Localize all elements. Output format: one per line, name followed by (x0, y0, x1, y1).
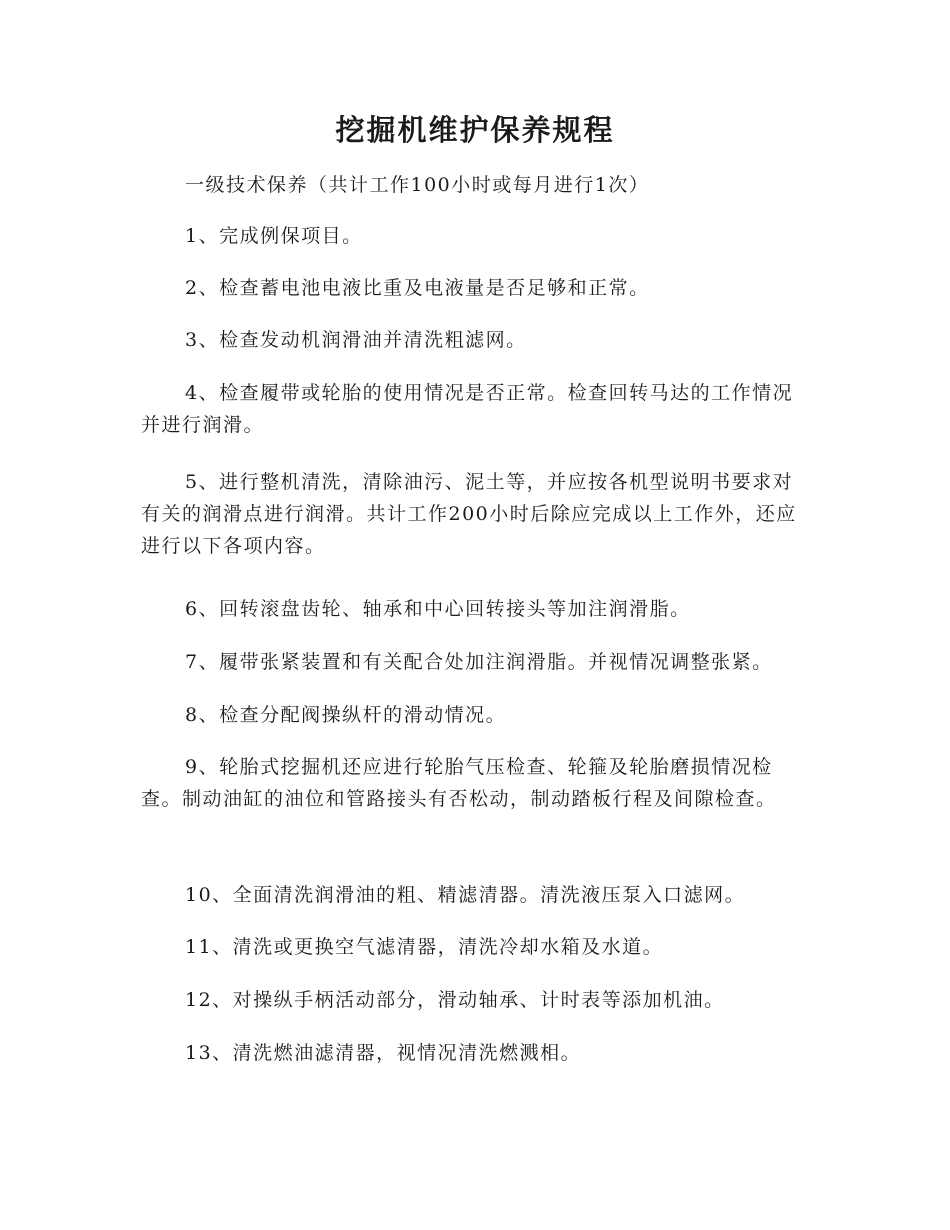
list-item: 5、进行整机清洗，清除油污、泥土等，并应按各机型说明书要求对有关的润滑点进行润滑。共计工作200小时后除应完成以上工作外，还应进行以下各项内容。 (141, 471, 797, 557)
list-item: 9、轮胎式挖掘机还应进行轮胎气压检查、轮箍及轮胎磨损情况检查。制动油缸的油位和管路接头有否松动，制动踏板行程及间隙检查。 (141, 756, 777, 810)
list-item: 13、清洗燃油滤清器，视情况清洗燃溅相。 (185, 1042, 582, 1064)
list-item: 4、检查履带或轮胎的使用情况是否正常。检查回转马达的工作情况并进行润滑。 (141, 382, 794, 436)
list-item: 3、检查发动机润滑油并清洗粗滤网。 (185, 329, 527, 351)
list-item: 6、回转滚盘齿轮、轴承和中心回转接头等加注润滑脂。 (185, 598, 691, 620)
list-item: 11、清洗或更换空气滤清器，清洗冷却水箱及水道。 (185, 936, 664, 958)
list-item: 7、履带张紧装置和有关配合处加注润滑脂。并视情况调整张紧。 (185, 651, 773, 673)
list-item: 2、检查蓄电池电液比重及电液量是否足够和正常。 (185, 277, 650, 299)
list-item: 12、对操纵手柄活动部分，滑动轴承、计时表等添加机油。 (185, 989, 725, 1011)
document-title: 挖掘机维护保养规程 (335, 113, 615, 147)
list-item: 8、检查分配阀操纵杆的滑动情况。 (185, 704, 507, 726)
list-item: 10、全面清洗润滑油的粗、精滤清器。清洗液压泵入口滤网。 (185, 884, 746, 906)
maintenance-level-heading: 一级技术保养（共计工作100小时或每月进行1次） (185, 174, 650, 196)
list-item: 1、完成例保项目。 (185, 225, 363, 247)
